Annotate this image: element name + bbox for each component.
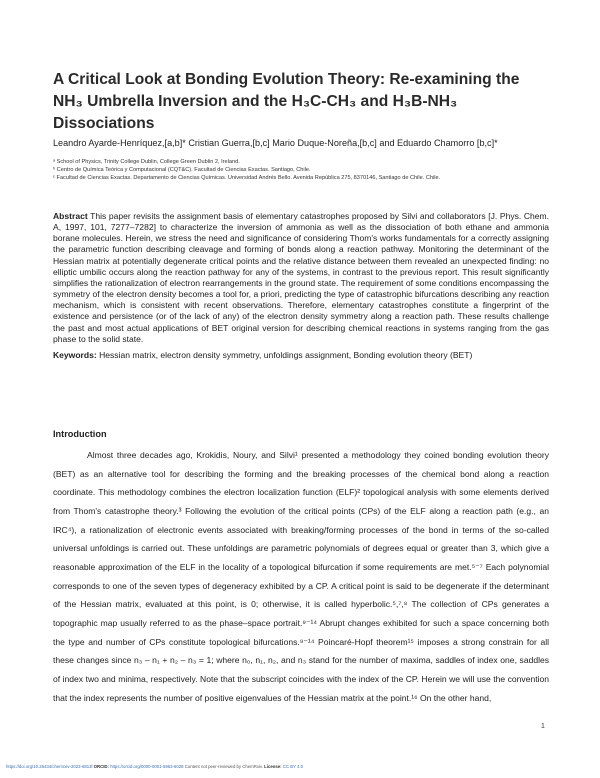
keywords-text: Hessian matrix, electron density symmetry, unfoldings assignment, Bonding evolution theory (BET) bbox=[99, 350, 473, 360]
license-link[interactable]: CC BY 4.0 bbox=[282, 764, 304, 769]
affiliation-b: ᵇ Centro de Química Teórica y Computacional (CQT&C). Facultad de Ciencias Exactas. Santiago, Chile. bbox=[53, 167, 311, 174]
abstract-label: Abstract bbox=[53, 211, 88, 221]
keywords-label: Keywords: bbox=[53, 350, 97, 360]
license-label: License: bbox=[264, 764, 282, 769]
orcid-label: ORCID: bbox=[93, 764, 109, 769]
author-list: Leandro Ayarde-Henríquez,[a,b]* Cristian Guerra,[b,c] Mario Duque-Noreña,[b,c] and Eduardo Chamorro [b,c]* bbox=[53, 138, 498, 148]
keywords bbox=[53, 349, 549, 361]
orcid-link[interactable]: https://orcid.org/0000-0001-5963-6028 bbox=[110, 764, 184, 769]
doi-link[interactable]: https://doi.org/10.26434/chemrxiv-2023-6813l bbox=[6, 764, 93, 769]
affiliation-c: ᶜ Facultad de Ciencias Exactas. Departamento de Ciencias Químicas. Universidad Andrés Bello. Avenida República 275, 8370146, Santiago de Chile. Chile. bbox=[53, 175, 441, 182]
paper-title: A Critical Look at Bonding Evolution Theory: Re-examining the NH₃ Umbrella Inversion and the H₃C-CH₃ and H₃B-NH₃ Dissociations bbox=[53, 71, 520, 132]
section-heading-introduction: Introduction bbox=[53, 429, 107, 439]
page-number: 1 bbox=[541, 723, 545, 730]
review-note: Content not peer-reviewed by ChemRxiv. bbox=[184, 764, 263, 769]
introduction-paragraph: Almost three decades ago, Krokidis, Noury, and Silvi¹ presented a methodology they coined bonding evolution theory (BET) as an alternative tool for describing the forming and the breaking processes of the chemical bond along a reaction coordinate. This methodology combines the electron localization function (ELF)² topological analysis with some elements derived from Thom's catastrophe theory.³ Following the evolution of the critical points (CPs) of the ELF along a reaction path (e.g., an IRC⁴), a rationalization of electronic events associated with breaking/forming processes of the bond in terms of the so-called universal unfoldings is carried out. These unfoldings are parametric polynomials of degrees equal or greater than 3, which give a reasonable approximation of the ELF in the locality of a topological bifurcation if some requirements are met.⁵⁻⁷ Each polynomial corresponds to one of the seven types of degeneracy exhibited by a CP. A critical point is said to be degenerate if the determinant of the Hessian matrix, evaluated at this point, is 0; otherwise, it is called hyperbolic.⁵,⁷,⁸ The collection of CPs generates a topographic map usually referred to as the phase–space portrait.⁹⁻¹⁴ Abrupt changes exhibited for such a space concerning both the type and number of CPs constitute topological bifurcations.⁹⁻¹⁴ Poincaré-Hopf theorem¹⁵ imposes a strong constrain for all these changes since n₃ – n₁ + n₂ – n₃ = 1; where n₀, n₁, n₂, and n₃ stand for the number of maxima, saddles of index one, saddles of index two and minima, respectively. Note that the subscript coincides with the index of the CP. Herein we will use the convention that the index represents the number of positive eigenvalues of the Hessian matrix at the point.¹⁶ On the other hand, bbox=[53, 450, 549, 703]
affiliation-a: ᵃ School of Physics, Trinity College Dublin, College Green Dublin 2, Ireland. bbox=[53, 159, 240, 165]
abstract-text: This paper revisits the assignment basis of elementary catastrophes proposed by Silvi and collaborators [J. Phys. Chem. A, 1997, 101, 7277–7282] to characterize the inversion of ammonia as well as the dissociation of both ethane and ammonia borane molecules. Herein, we stress the need and significance of considering Thom's works fundamentals for a correctly assigning the parametric function describing cleavage and forming of bonds along a reaction pathway. Monitoring the determinant of the Hessian matrix at potentially degenerate critical points and the relative distance between them revealed an unexpected finding: no elliptic umbilic occurs along the reaction pathway for any of the systems, in contrast to the previous report. This result significantly simplifies the rationalization of electron rearrangements in the ground state. The requirement of some conditions encompassing the symmetry of the electron density becomes a tool for, a priori, predicting the type of catastrophic bifurcations describing any reaction mechanism, which is consistent with recent observations. Therefore, elementary catastrophes constitute a fingerprint of the existence and persistence (or of the lack of any) of the electron density symmetry along a reaction path. These results challenge the past and most actual applications of BET original version for describing chemical reactions in systems ranging from the gas phase to the solid state. bbox=[53, 211, 549, 344]
abstract bbox=[53, 211, 549, 345]
preprint-footer bbox=[6, 764, 596, 770]
affiliations bbox=[53, 158, 551, 183]
